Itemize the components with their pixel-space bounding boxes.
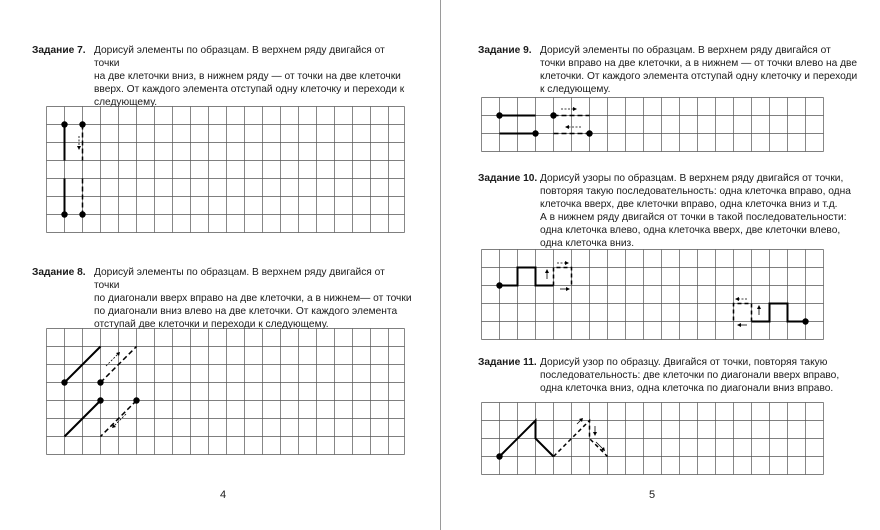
page-number-right: 5: [649, 489, 656, 501]
task11-grid-lines: [482, 403, 824, 475]
task7-line: следующему.: [94, 97, 158, 108]
task7-grid-lines: [47, 107, 405, 233]
page-number-left: 4: [220, 489, 227, 501]
task11-sample: [496, 418, 607, 460]
task10-line: клеточка вверх, две клеточки вправо, одна клеточка вниз и т.д.: [540, 199, 838, 210]
task11-line: Дорисуй узор по образцу. Двигайся от точки, повторяя такую: [540, 357, 828, 368]
task8-line: по диагонали вверх вправо на две клеточки, а в нижнем— от точки: [94, 293, 412, 304]
task10-sample-top: [496, 261, 571, 291]
task10-grid-lines: [482, 250, 824, 340]
task10-line: одна клеточка вниз.: [540, 238, 635, 249]
task11-grid[interactable]: [481, 402, 831, 478]
task9-sample-bottom: [500, 125, 593, 137]
task11-text: [478, 356, 868, 394]
task8-line: Дорисуй элементы по образцам. В верхнем ряду двигайся от точки: [94, 267, 385, 291]
task9-line: к следующему.: [540, 84, 611, 95]
task10-line: одна клеточка влево, одна клеточка вверх, две клеточки влево,: [540, 225, 841, 236]
task8-grid[interactable]: [46, 328, 406, 459]
task9-line: Дорисуй элементы по образцам. В верхнем ряду двигайся от: [540, 45, 831, 56]
task9-line: клеточки. От каждого элемента отступай одну клеточку и переходи: [540, 71, 858, 82]
task7-line: Дорисуй элементы по образцам. В верхнем ряду двигайся от точки: [94, 45, 385, 69]
task10-text: [478, 172, 868, 249]
task8-sample-top: [61, 347, 136, 386]
task9-label: Задание 9.: [478, 45, 532, 56]
task7-sample-bottom: [61, 179, 85, 218]
task8-line: отступай две клеточки и переходи к следующему.: [94, 319, 329, 330]
task7-label: Задание 7.: [32, 45, 86, 56]
task10-line: А в нижнем ряду двигайся от точки в такой последовательности:: [540, 212, 847, 223]
task11-line: одна клеточка вниз, одна клеточка по диагонали вниз вправо.: [540, 383, 834, 394]
right-page: [441, 0, 880, 530]
task7-sample-top: [61, 121, 85, 160]
task10-grid[interactable]: [481, 249, 831, 343]
task11-line: последовательность: две клеточки по диагонали вверх вправо,: [540, 370, 840, 381]
task8-text: [32, 266, 412, 330]
task7-line: на две клеточки вниз, в нижнем ряду — от точки на две клеточки: [94, 71, 401, 82]
task10-line: повторяя такую последовательность: одна клеточка вправо, одна: [540, 186, 851, 197]
task9-sample-top: [496, 107, 589, 119]
task8-line: по диагонали вниз влево на две клеточки. От каждого элемента: [94, 306, 398, 317]
task7-text: [32, 44, 412, 108]
task7-line: вверх. От каждого элемента отступай одну клеточку и переходи к: [94, 84, 405, 95]
task10-label: Задание 10.: [478, 173, 538, 184]
task9-line: точки вправо на две клеточки, а в нижнем — от точки влево на две: [540, 58, 857, 69]
task10-line: Дорисуй узоры по образцам. В верхнем ряду двигайся от точки,: [540, 173, 844, 184]
task9-grid-lines: [482, 98, 824, 152]
task9-text: [478, 44, 868, 95]
task8-label: Задание 8.: [32, 267, 86, 278]
task9-grid[interactable]: [481, 97, 831, 155]
task8-sample-bottom: [65, 397, 140, 436]
task7-grid[interactable]: [46, 106, 406, 237]
task10-sample-bottom: [734, 297, 809, 327]
task11-label: Задание 11.: [478, 357, 537, 368]
